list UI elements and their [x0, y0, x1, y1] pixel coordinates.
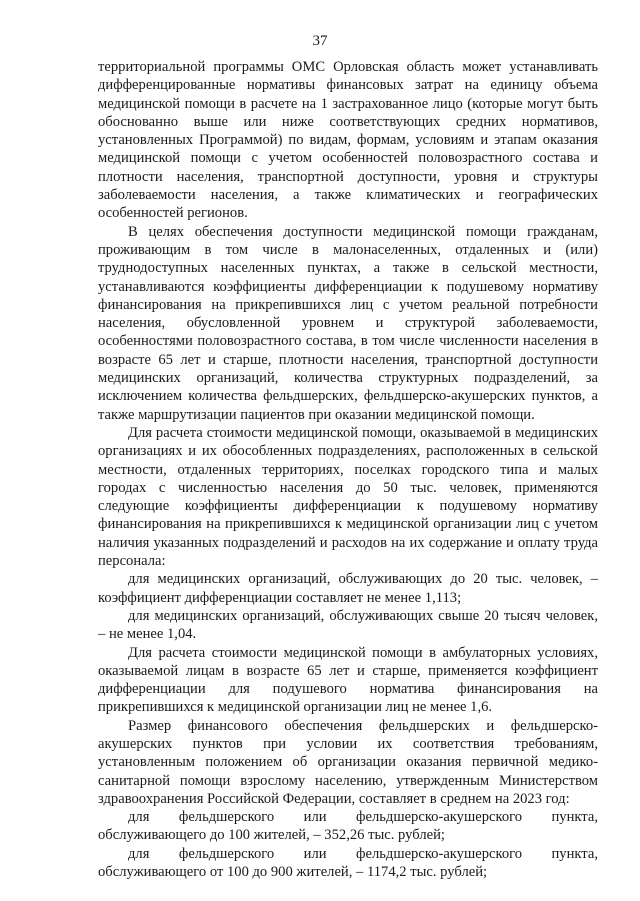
page-number: 37	[312, 33, 328, 49]
paragraph-ambulatory-65: Для расчета стоимости медицинской помощи в амбулаторных условиях, оказываемой лицам в возрасте 65 лет и старше, применяется коэффициент дифференциации для подушевого норматива финансирования на прикрепившихся к медицинской организации лиц не менее 1,6.	[98, 644, 598, 716]
document-body	[98, 58, 598, 881]
paragraph-accessibility: В целях обеспечения доступности медицинской помощи гражданам, проживающим в том числе в малонаселенных, отдаленных и (или) труднодоступных населенных пунктах, а также в сельской местности, устанавливаются коэффициенты дифференциации к подушевому нормативу финансирования на прикрепившихся лиц с учетом реальной потребности населения, обусловленной уровнем и структурой заболеваемости, особенностями половозрастного состава, в том числе численности населения в возрасте 65 лет и старше, плотности населения, транспортной доступности медицинских организаций, количества структурных подразделений, за исключением количества фельдшерских, фельдшерско-акушерских пунктов, а также маршрутизации пациентов при оказании медицинской помощи.	[98, 223, 598, 423]
list-item-over-20k: для медицинских организаций, обслуживающих свыше 20 тысяч человек, – не менее 1,04.	[98, 607, 598, 643]
list-item-fap-up-to-100: для фельдшерского или фельдшерско-акушерского пункта, обслуживающего до 100 жителей, – 352,26 тыс. рублей;	[98, 809, 598, 844]
list-item-up-to-20k: для медицинских организаций, обслуживающих до 20 тыс. человек, – коэффициент дифференциации составляет не менее 1,113;	[98, 571, 598, 606]
paragraph-rural-cost: Для расчета стоимости медицинской помощи, оказываемой в медицинских организациях и их обособленных подразделениях, расположенных в сельской местности, отдаленных территориях, поселках городского типа и малых городах с численностью населения до 50 тыс. человек, применяются следующие коэффициенты дифференциации к подушевому нормативу финансирования на прикрепившихся к медицинской организации лиц с учетом наличия указанных подразделений и расходов на их содержание и оплату труда персонала:	[98, 424, 598, 570]
paragraph-fap-funding: Размер финансового обеспечения фельдшерских и фельдшерско-акушерских пунктов при условии их соответствия требованиям, установленным положением об организации оказания первичной медико-санитарной помощи взрослому населению, утвержденным Министерством здравоохранения Российской Федерации, составляет в среднем на 2023 год:	[98, 717, 598, 807]
paragraph-continuation: территориальной программы ОМС Орловская область может устанавливать дифференцированные нормативы финансовых затрат на единицу объема медицинской помощи в расчете на 1 застрахованное лицо (которые могут быть обоснованно выше или ниже соответствующих средних нормативов, установленных Программой) по видам, формам, условиям и этапам оказания медицинской помощи с учетом особенностей половозрастного состава и плотности населения, транспортной доступности, уровня и структуры заболеваемости населения, а также климатических и географических особенностей регионов.	[98, 59, 598, 222]
list-item-fap-100-900: для фельдшерского или фельдшерско-акушерского пункта, обслуживающего от 100 до 900 жителей, – 1174,2 тыс. рублей;	[98, 845, 598, 881]
